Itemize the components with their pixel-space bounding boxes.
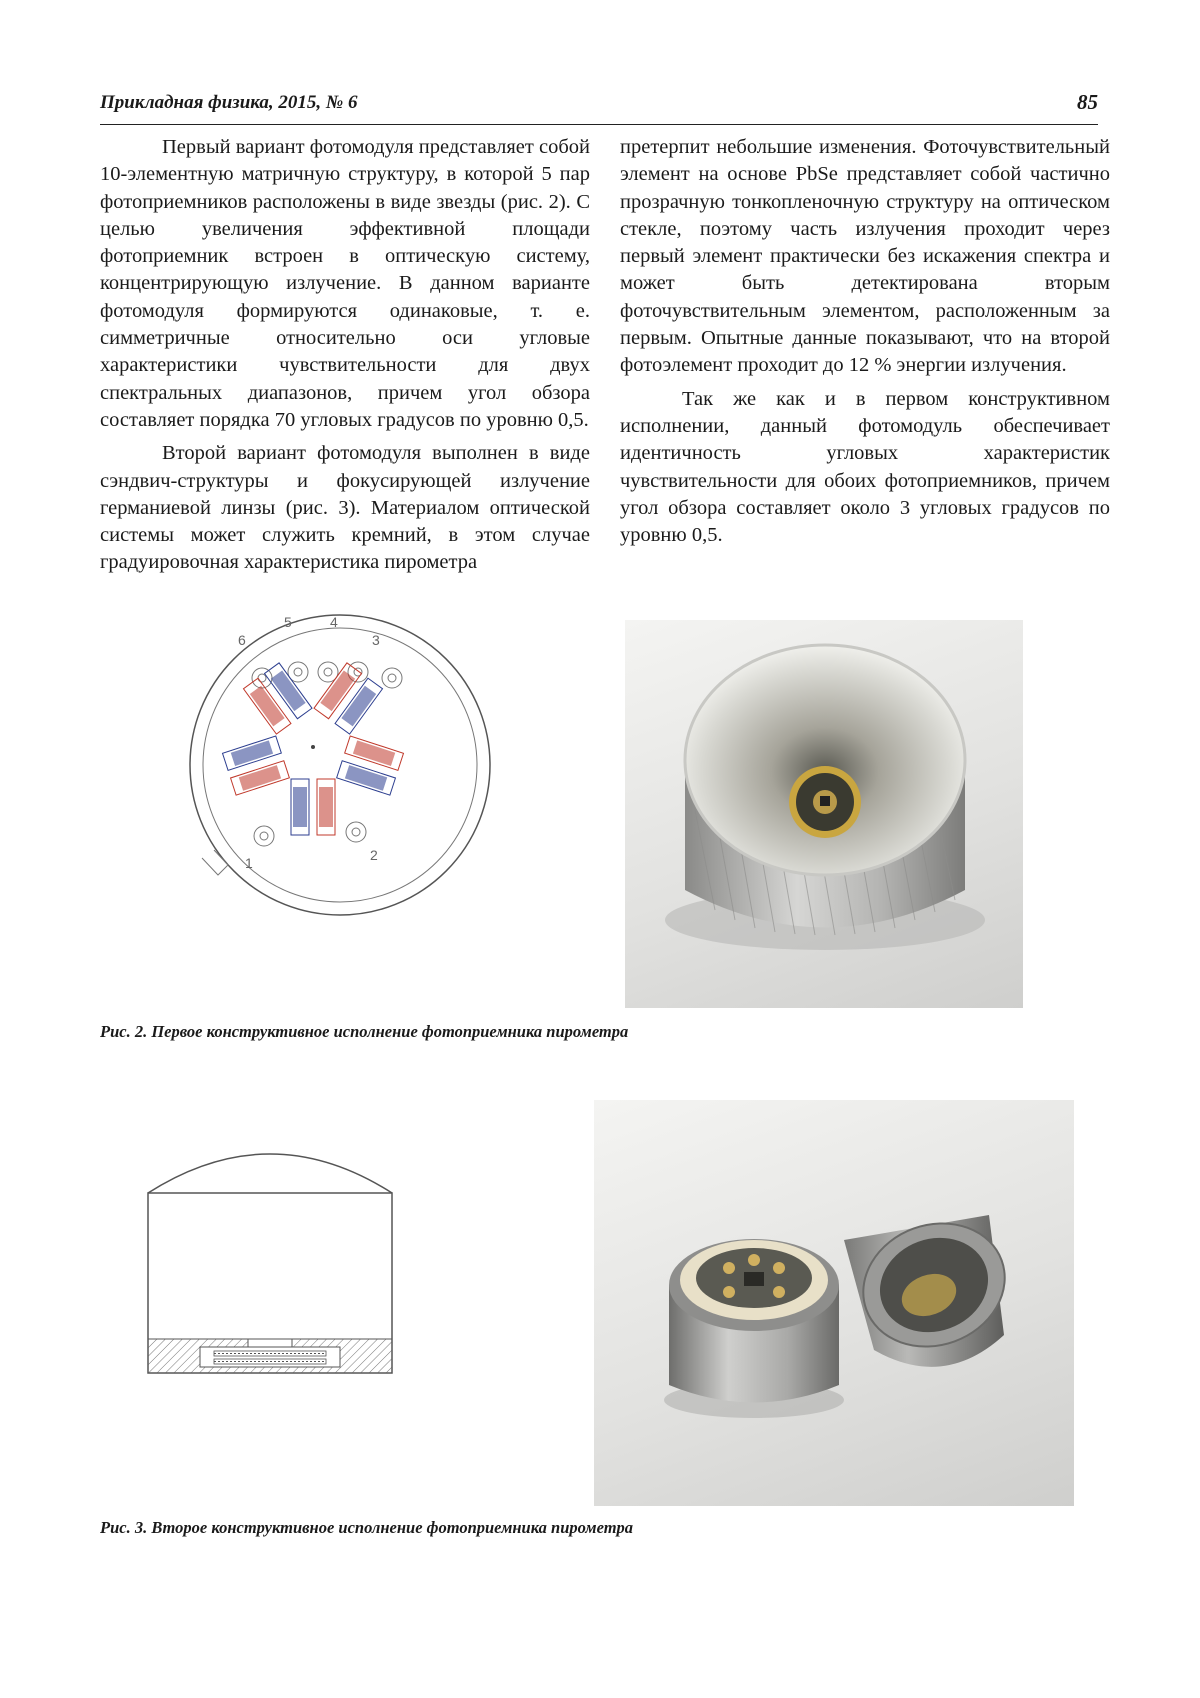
running-header bbox=[100, 92, 1098, 125]
figure-3-caption: Рис. 3. Второе конструктивное исполнение фотоприемника пирометра bbox=[100, 1518, 634, 1537]
drawing-label-3: 3 bbox=[372, 632, 380, 648]
left-paragraph-2: Второй вариант фотомодуля выполнен в виде сэндвич-структуры и фокусирующей излучение германиевой линзы (рис. 3). Материалом оптической системы может служить кремний, в этом случае градуировочная характеристика пирометра bbox=[100, 442, 590, 574]
right-column bbox=[620, 134, 1110, 549]
right-paragraph-1: претерпит небольшие изменения. Фоточувствительный элемент на основе PbSe представляет собой частично прозрачную тонкопленочную структуру на оптическом стекле, поэтому часть излучения проходит через первый элемент практически без искажения спектра и может быть детектирована вторым фоточувствительным элементом, расположенным за первым. Опытные данные показывают, что на второй фотоэлемент проходит до 12 % энергии излучения. bbox=[620, 136, 1110, 377]
figure-2-caption: Рис. 2. Первое конструктивное исполнение фотоприемника пирометра bbox=[100, 1022, 629, 1041]
sandwich-structure-drawing bbox=[140, 1135, 410, 1375]
right-paragraph-2: Так же как и в первом конструктивном исполнении, данный фотомодуль обеспечивает идентичность угловых характеристик чувствительности для обоих фотоприемников, причем угол обзора составляет около 3 угловых градусов по уровню 0,5. bbox=[620, 387, 1110, 547]
figure-2-photo bbox=[625, 620, 1023, 1008]
left-column bbox=[100, 134, 590, 577]
page-number: 85 bbox=[1077, 90, 1098, 114]
star-array-drawing bbox=[180, 600, 500, 930]
drawing-label-6: 6 bbox=[238, 632, 246, 648]
drawing-label-5: 5 bbox=[284, 614, 292, 630]
drawing-label-4: 4 bbox=[330, 614, 338, 630]
drawing-label-2: 2 bbox=[370, 847, 378, 863]
figure-3-photo bbox=[594, 1100, 1074, 1506]
journal-title: Прикладная физика, 2015, № 6 bbox=[100, 92, 358, 113]
figure-3-drawing bbox=[140, 1135, 410, 1375]
left-paragraph-1: Первый вариант фотомодуля представляет собой 10-элементную матричную структуру, в которой 5 пар фотоприемников расположены в виде звезды (рис. 2). С целью увеличения эффективной площади фотоприемник встроен в оптическую систему, концентрирующую излучение. В данном варианте фотомодуля формируются одинаковые, т. е. симметричные относительно оси угловые характеристики чувствительности для двух спектральных диапазонов, причем угол обзора составляет порядка 70 угловых градусов по уровню 0,5. bbox=[100, 136, 590, 431]
figure-2-drawing bbox=[180, 600, 500, 930]
drawing-label-1: 1 bbox=[245, 855, 253, 871]
